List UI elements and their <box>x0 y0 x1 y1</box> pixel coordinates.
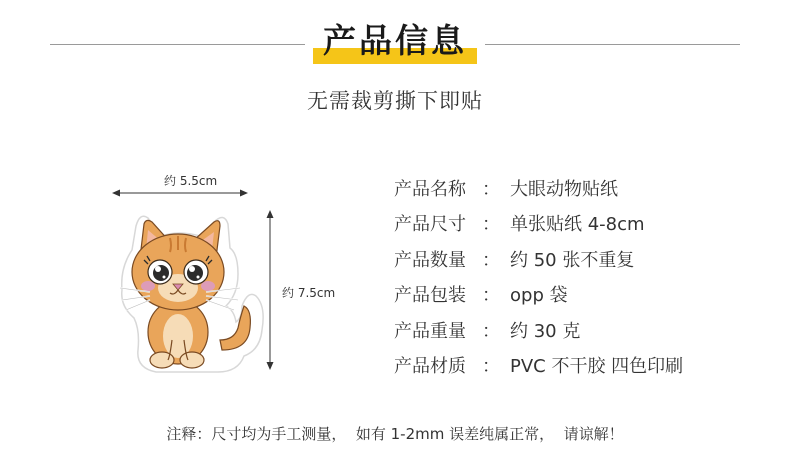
info-row-weight <box>394 314 774 349</box>
info-colon: ： <box>482 285 500 307</box>
info-label: 产品数量 <box>394 249 466 271</box>
info-colon: ： <box>482 320 500 342</box>
info-row-material <box>394 349 774 384</box>
info-row-quantity <box>394 243 774 278</box>
info-value: 单张贴纸 4-8cm <box>510 214 645 236</box>
cat-sticker-image <box>110 210 270 375</box>
width-dimension-label: 约 5.5cm <box>164 174 218 188</box>
info-value: 约 30 克 <box>510 320 581 342</box>
sticker-illustration-area <box>100 160 350 380</box>
info-label: 产品名称 <box>394 179 466 200</box>
info-row-packaging <box>394 278 774 313</box>
height-dimension-label: 约 7.5cm <box>282 286 336 300</box>
info-label: 产品包装 <box>394 285 466 307</box>
header-divider-left <box>50 44 305 45</box>
header-divider-right <box>485 44 740 45</box>
info-row-name <box>394 172 774 207</box>
info-colon: ： <box>482 355 500 377</box>
info-value: opp 袋 <box>510 285 568 307</box>
info-label: 产品材质 <box>394 355 466 377</box>
product-info-list <box>394 172 774 384</box>
info-value: 约 50 张不重复 <box>510 249 635 271</box>
info-colon: ： <box>482 249 500 271</box>
info-label: 产品重量 <box>394 320 466 342</box>
info-colon: ： <box>482 214 500 236</box>
info-value: 大眼动物贴纸 <box>510 179 618 200</box>
info-row-size <box>394 207 774 242</box>
page-title: 产品信息 <box>323 21 467 60</box>
measurement-note: 注释：尺寸均为手工测量， 如有 1-2mm 误差纯属正常， 请谅解！ <box>166 425 624 443</box>
info-value: PVC 不干胶 四色印刷 <box>510 355 684 377</box>
section-title <box>305 18 485 68</box>
info-colon: ： <box>482 179 500 200</box>
info-label: 产品尺寸 <box>394 214 466 236</box>
subtitle: 无需裁剪撕下即贴 <box>307 89 483 113</box>
